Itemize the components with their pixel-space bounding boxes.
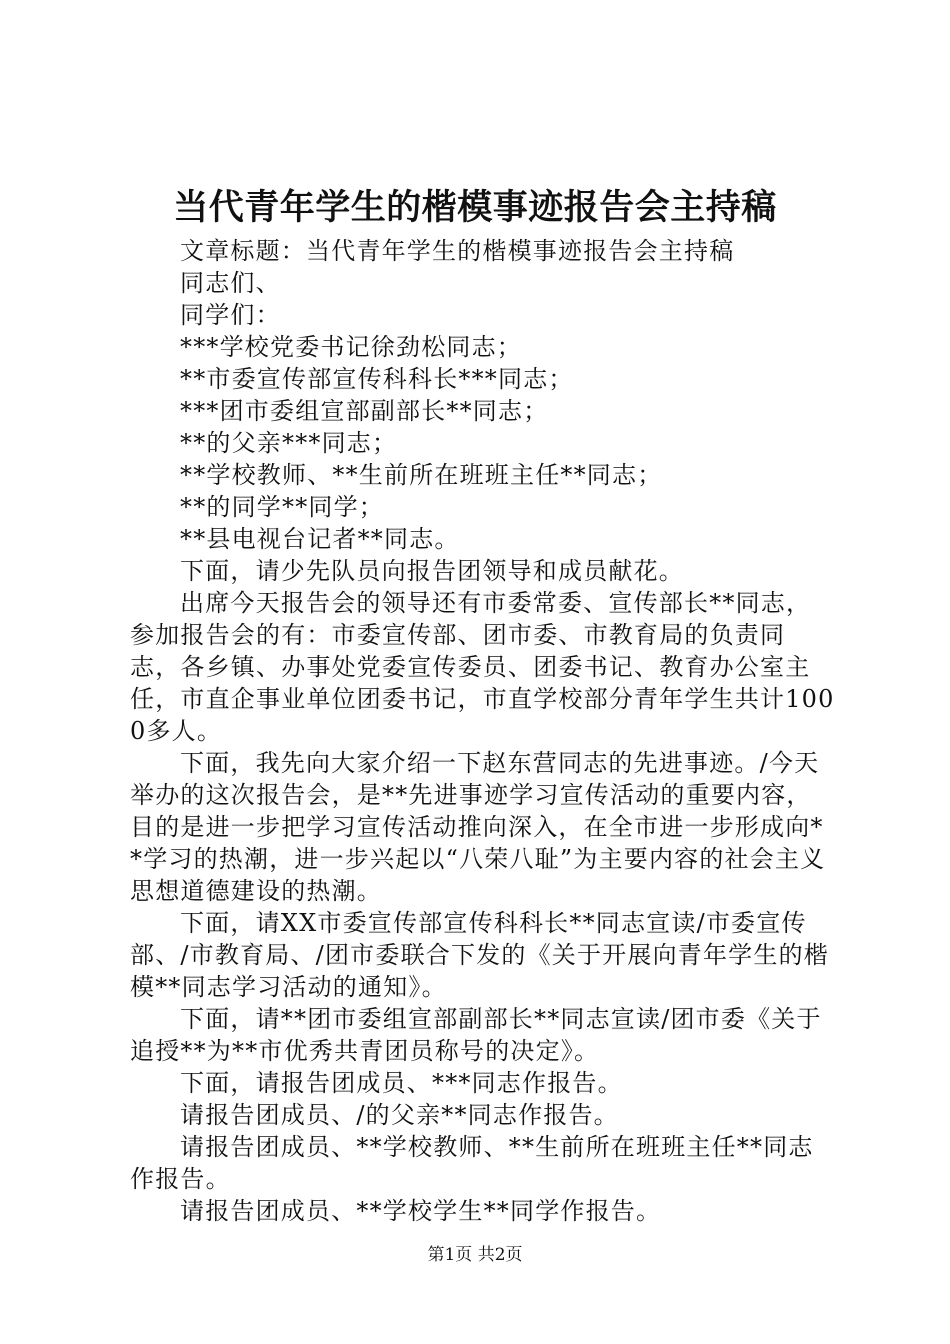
paragraph: 下面，请报告团成员、***同志作报告。 xyxy=(180,1069,623,1097)
page-footer: 第1页 共2页 xyxy=(427,1245,523,1265)
paragraph: ***团市委组宣部副部长**同志； xyxy=(180,397,549,425)
paragraph: **的父亲***同志； xyxy=(180,429,398,457)
paragraph: 请报告团成员、**学校学生**同学作报告。 xyxy=(180,1197,662,1225)
paragraph: 下面，请XX市委宣传部宣传科科长**同志宣读/市委宣传部、/市教育局、/团市委联合下发的《关于开展向青年学生的楷模**同志学习活动的通知》。 xyxy=(130,909,829,1001)
paragraph: **县电视台记者**同志。 xyxy=(180,525,460,553)
paragraph: 下面，请少先队员向报告团领导和成员献花。 xyxy=(180,557,684,585)
paragraph: **的同学**同学； xyxy=(180,493,384,521)
paragraph: 出席今天报告会的领导还有市委常委、宣传部长**同志，参加报告会的有：市委宣传部、团市委、市教育局的负责同志，各乡镇、办事处党委宣传委员、团委书记、教育办公室主任，市直企事业单位团委书记，市直学校部分青年学生共计1000多人。 xyxy=(130,589,835,745)
paragraph: 下面，请**团市委组宣部副部长**同志宣读/团市委《关于追授**为**市优秀共青团员称号的决定》。 xyxy=(130,1005,822,1065)
paragraph: **学校教师、**生前所在班班主任**同志； xyxy=(180,461,663,489)
paragraph: ***学校党委书记徐劲松同志； xyxy=(180,333,522,361)
paragraph: 请报告团成员、**学校教师、**生前所在班班主任**同志作报告。 xyxy=(130,1133,814,1193)
paragraph: 同志们、 xyxy=(180,269,281,297)
paragraph: **市委宣传部宣传科科长***同志； xyxy=(180,365,574,393)
paragraph: 同学们： xyxy=(180,301,281,329)
document-title: 当代青年学生的楷模事迹报告会主持稿 xyxy=(173,187,777,228)
document-body xyxy=(130,235,835,1227)
paragraph: 下面，我先向大家介绍一下赵东营同志的先进事迹。/今天举办的这次报告会，是**先进事迹学习宣传活动的重要内容，目的是进一步把学习宣传活动推向深入，在全市进一步形成向**学习的热潮，进一步兴起以“八荣八耻”为主要内容的社会主义思想道德建设的热潮。 xyxy=(130,749,826,905)
paragraph: 文章标题：当代青年学生的楷模事迹报告会主持稿 xyxy=(180,237,735,265)
paragraph: 请报告团成员、/的父亲**同志作报告。 xyxy=(180,1101,619,1129)
